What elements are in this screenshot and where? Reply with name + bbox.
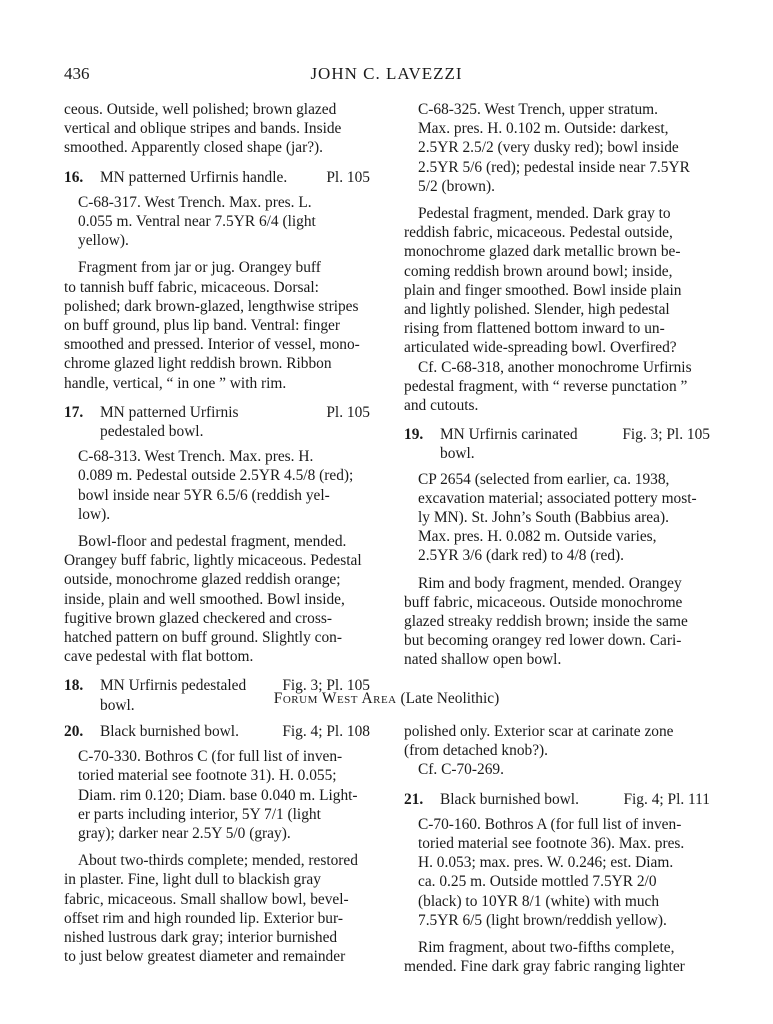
entry-19-heading-cont: bowl. (440, 445, 475, 463)
entry-19-spec: CP 2654 (selected from earlier, ca. 1938, excavation material; associated pottery most- ly MN). St. John’s South (Babbius area). Max. pres. H. 0.082 m. Outside varies, 2.5YR 3/6 (dark red) to 4/8 (red). (418, 470, 697, 565)
entry-20-description-cont: polished only. Exterior scar at carinate zone (from detached knob?). Cf. C-70-269. (404, 723, 674, 779)
entry-20-spec: C-70-330. Bothros C (for full list of inven- toried material see footnote 31). H. 0.055; Diam. rim 0.120; Diam. base 0.040 m. Light- er parts including interior, 5Y 7/1 (light gray); darker near 2.5Y 5/0 (gray). (78, 748, 358, 843)
entry-17-description: Bowl-floor and pedestal fragment, mended. Orangey buff fabric, lightly micaceous. Pedestal outside, monochrome glazed reddish orange; inside, plain and well smoothed. Bowl inside, fugitive brown glazed checkered and cross- hatched pattern on buff ground. Slightly con- cave pedestal with flat bottom. (64, 533, 362, 666)
entry-18-spec: C-68-325. West Trench, upper stratum. Max. pres. H. 0.102 m. Outside: darkest, 2.5YR 2.5/2 (very dusky red); bowl inside 2.5YR 5/6 (red); pedestal inside near 7.5YR 5/2 (brown). (418, 101, 690, 195)
entry-21-heading: 21. Black burnished bowl. Fig. 4; Pl. 111 (404, 790, 710, 808)
entry-21-spec: C-70-160. Bothros A (for full list of inven- toried material see footnote 36). Max. pres. H. 0.053; max. pres. W. 0.246; est. Diam. ca. 0.25 m. Outside mottled 7.5YR 2/0 (black) to 10YR 8/1 (white) with much 7.5YR 6/5 (light brown/reddish yellow). (418, 815, 685, 929)
left-column-bottom (64, 722, 370, 966)
entry-18-description: Pedestal fragment, mended. Dark gray to reddish fabric, micaceous. Pedestal outside, monochrome glazed dark metallic brown be- coming reddish brown around bowl; inside, plain and finger smoothed. Bowl inside plain and lightly polished. Slender, high pedestal rising from flattened bottom inward to un- articulated wide-spreading bowl. Overfired? (404, 205, 682, 357)
text-line: vertical and oblique stripes and bands. Inside (64, 120, 342, 138)
entry-16-description: Fragment from jar or jug. Orangey buff to tannish buff fabric, micaceous. Dorsal: polished; dark brown-glazed, lengthwise stripes on buff ground, plus lip band. Ventral: finger smoothed and pressed. Interior of vessel, mono- chrome glazed light reddish brown. Ribbon handle, vertical, “ in one ” with rim. (64, 259, 360, 392)
entry-18-cf: Cf. C-68-318, another monochrome Urfirnis pedestal fragment, with “ reverse punctation ” and cutouts. (404, 358, 692, 415)
entry-18-heading: 18. MN Urfirnis pedestaled Fig. 3; Pl. 105 (64, 677, 370, 695)
entry-20-heading: 20. Black burnished bowl. Fig. 4; Pl. 108 (64, 723, 370, 740)
left-column-top (64, 100, 370, 715)
entry-16-spec: C-68-317. West Trench. Max. pres. L. 0.055 m. Ventral near 7.5YR 6/4 (light yellow). (78, 193, 316, 250)
text-line: smoothed. Apparently closed shape (jar?). (64, 139, 323, 157)
entry-17-heading-cont: pedestaled bowl. (100, 423, 204, 441)
entry-18-heading-cont: bowl. (100, 696, 135, 714)
entry-16-heading: 16. MN patterned Urfirnis handle. Pl. 105 (64, 168, 370, 186)
entry-19-heading: 19. MN Urfirnis carinated Fig. 3; Pl. 105 (404, 426, 710, 444)
right-column-bottom (404, 722, 710, 976)
page-number: 436 (64, 64, 90, 83)
entry-17-spec: C-68-313. West Trench. Max. pres. H. 0.089 m. Pedestal outside 2.5YR 4.5/8 (red); bowl inside near 5YR 6.5/6 (reddish yel- low). (78, 448, 354, 523)
entry-19-description: Rim and body fragment, mended. Orangey buff fabric, micaceous. Outside monochrome glazed streaky reddish brown; inside the same but becoming orangey red lower down. Cari- nated shallow open bowl. (404, 574, 688, 669)
text-line: ceous. Outside, well polished; brown glazed (64, 101, 337, 118)
right-column-top (404, 100, 710, 670)
section-heading: Forum West Area (Late Neolithic) (273, 690, 500, 707)
entry-20-description: About two-thirds complete; mended, restored in plaster. Fine, light dull to blackish gray fabric, micaceous. Small shallow bowl, bevel- offset rim and high rounded lip. Exterior bur- nished lustrous dark gray; interior burnished to just below greatest diameter and remainder (64, 852, 358, 966)
entry-17-heading: 17. MN patterned Urfirnis Pl. 105 (64, 403, 370, 421)
running-header: JOHN C. LAVEZZI (310, 64, 463, 83)
entry-21-description: Rim fragment, about two-fifths complete, mended. Fine dark gray fabric ranging lighter (404, 939, 685, 976)
